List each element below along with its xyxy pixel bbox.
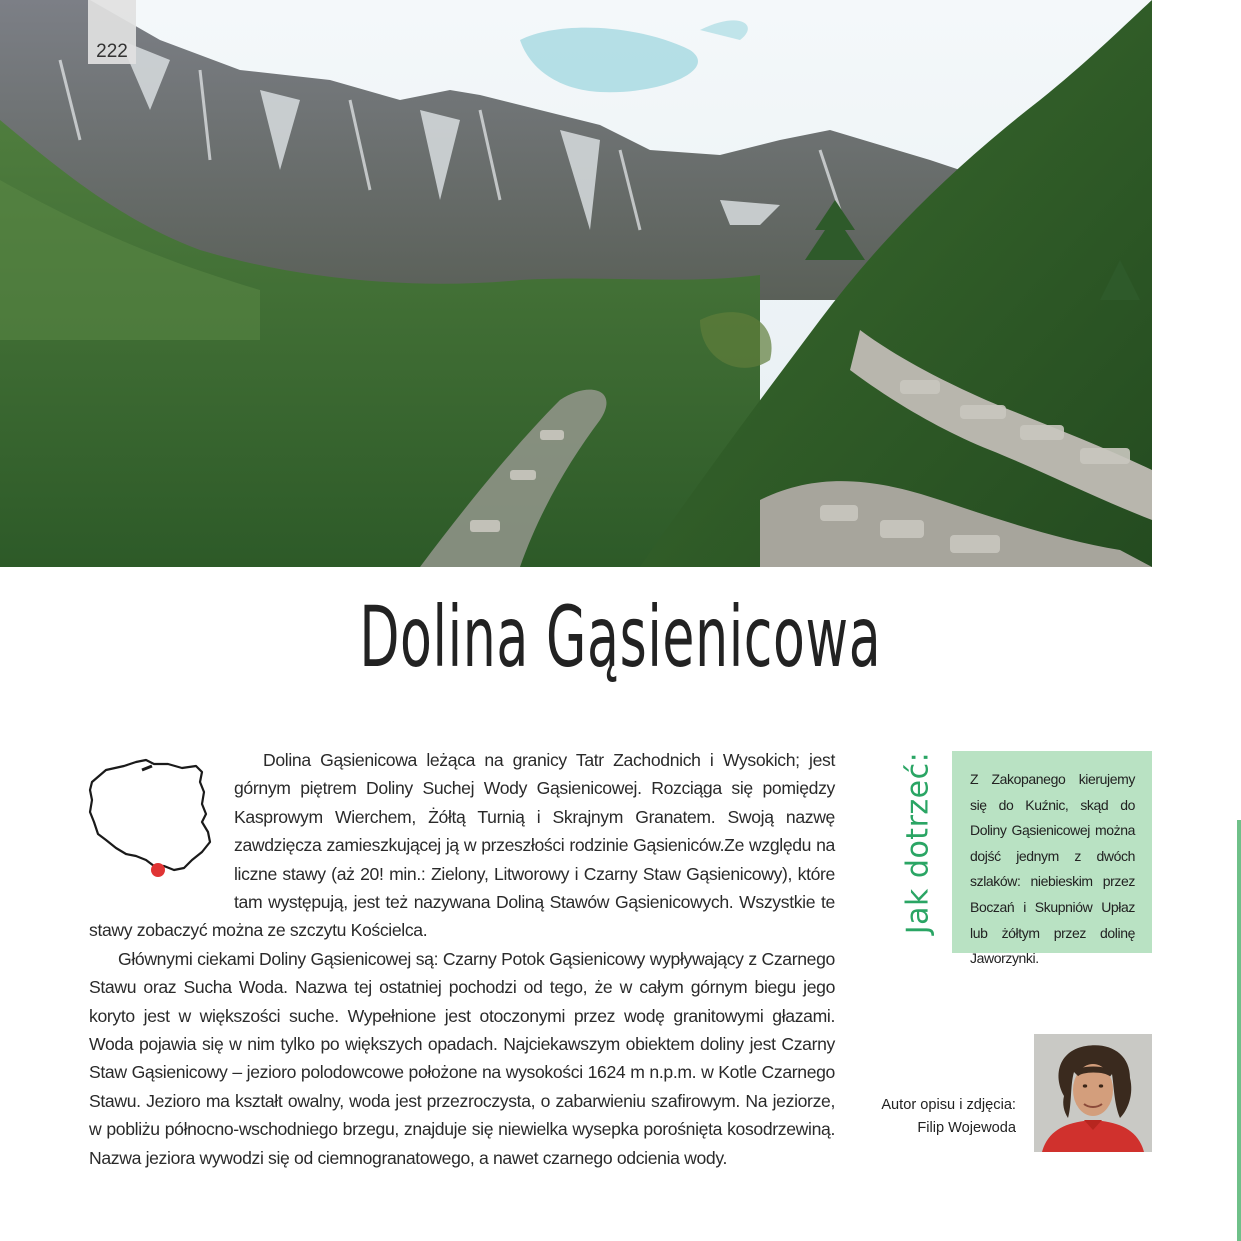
- directions-heading-text: Jak dotrzeć:: [900, 751, 936, 935]
- author-credit: [860, 1094, 1016, 1140]
- author-portrait: [1034, 1034, 1152, 1152]
- directions-box: [952, 751, 1152, 967]
- directions-text: Z Zakopanego kierujemy się do Kuźnic, skąd do Doliny Gąsienicowej można dojść jednym z dwóch szlaków: niebieskim przez Boczań i Skupniów Upłaz lub żółtym przez dolinę Jaworzynki.: [970, 771, 1135, 967]
- page-edge-accent: [1237, 820, 1241, 1241]
- page-title: Dolina Gąsienicowa: [359, 588, 882, 686]
- map-spacer: [89, 746, 234, 916]
- mountain-valley-photo: [0, 0, 1152, 567]
- header-photo: [0, 0, 1152, 567]
- page-number: 222: [88, 0, 136, 64]
- author-label: Autor opisu i zdjęcia:: [881, 1097, 1016, 1113]
- article-body: [89, 746, 835, 1172]
- paragraph-1: Dolina Gąsienicowa leżąca na granicy Tatr Zachodnich i Wysokich; jest górnym piętrem Doliny Suchej Wody Gąsienicowej. Rozciąga się pomiędzy Kasprowym Wierchem, Żółtą Turnią i Skrajnym Granatem. Swoją nazwę zawdzięcza zamieszkującej ją w przeszłości rodzinie Gąsieniców.Ze względu na liczne stawy (aż 20! min.: Zielony, Litworowy i Czarny Staw Gąsienicowy), które tam występują, jest też nazywana Doliną Stawów Gąsienicowych. Wszystkie te stawy zobaczyć można ze szczytu Kościelca.: [89, 750, 835, 941]
- directions-heading: [893, 751, 943, 935]
- paragraph-2: Głównymi ciekami Doliny Gąsienicowej są: Czarny Potok Gąsienicowy wypływający z Czarnego Stawu oraz Sucha Woda. Nazwa tej ostatniej pochodzi od tego, że w całym górnym biegu jego koryto jest w większości suche. Wypełnione jest otoczonymi przez wodę granitowymi głazami. Woda pojawia się w nim tylko po większych opadach. Najciekawszym obiektem doliny jest Czarny Staw Gąsienicowy – jezioro polodowcowe położone na wysokości 1624 m n.p.m. w Kotle Czarnego Stawu. Jezioro ma kształt owalny, woda jest przezroczysta, o zabarwieniu szafirowym. Na jeziorze, w pobliżu północno-wschodniego brzegu, znajduje się niewielka wysepka porośnięta kosodrzewiną. Nazwa jeziora wywodzi się od ciemnogranatowego, a nawet czarnego odcienia wody.: [89, 948, 835, 1168]
- author-name: Filip Wojewoda: [917, 1120, 1016, 1136]
